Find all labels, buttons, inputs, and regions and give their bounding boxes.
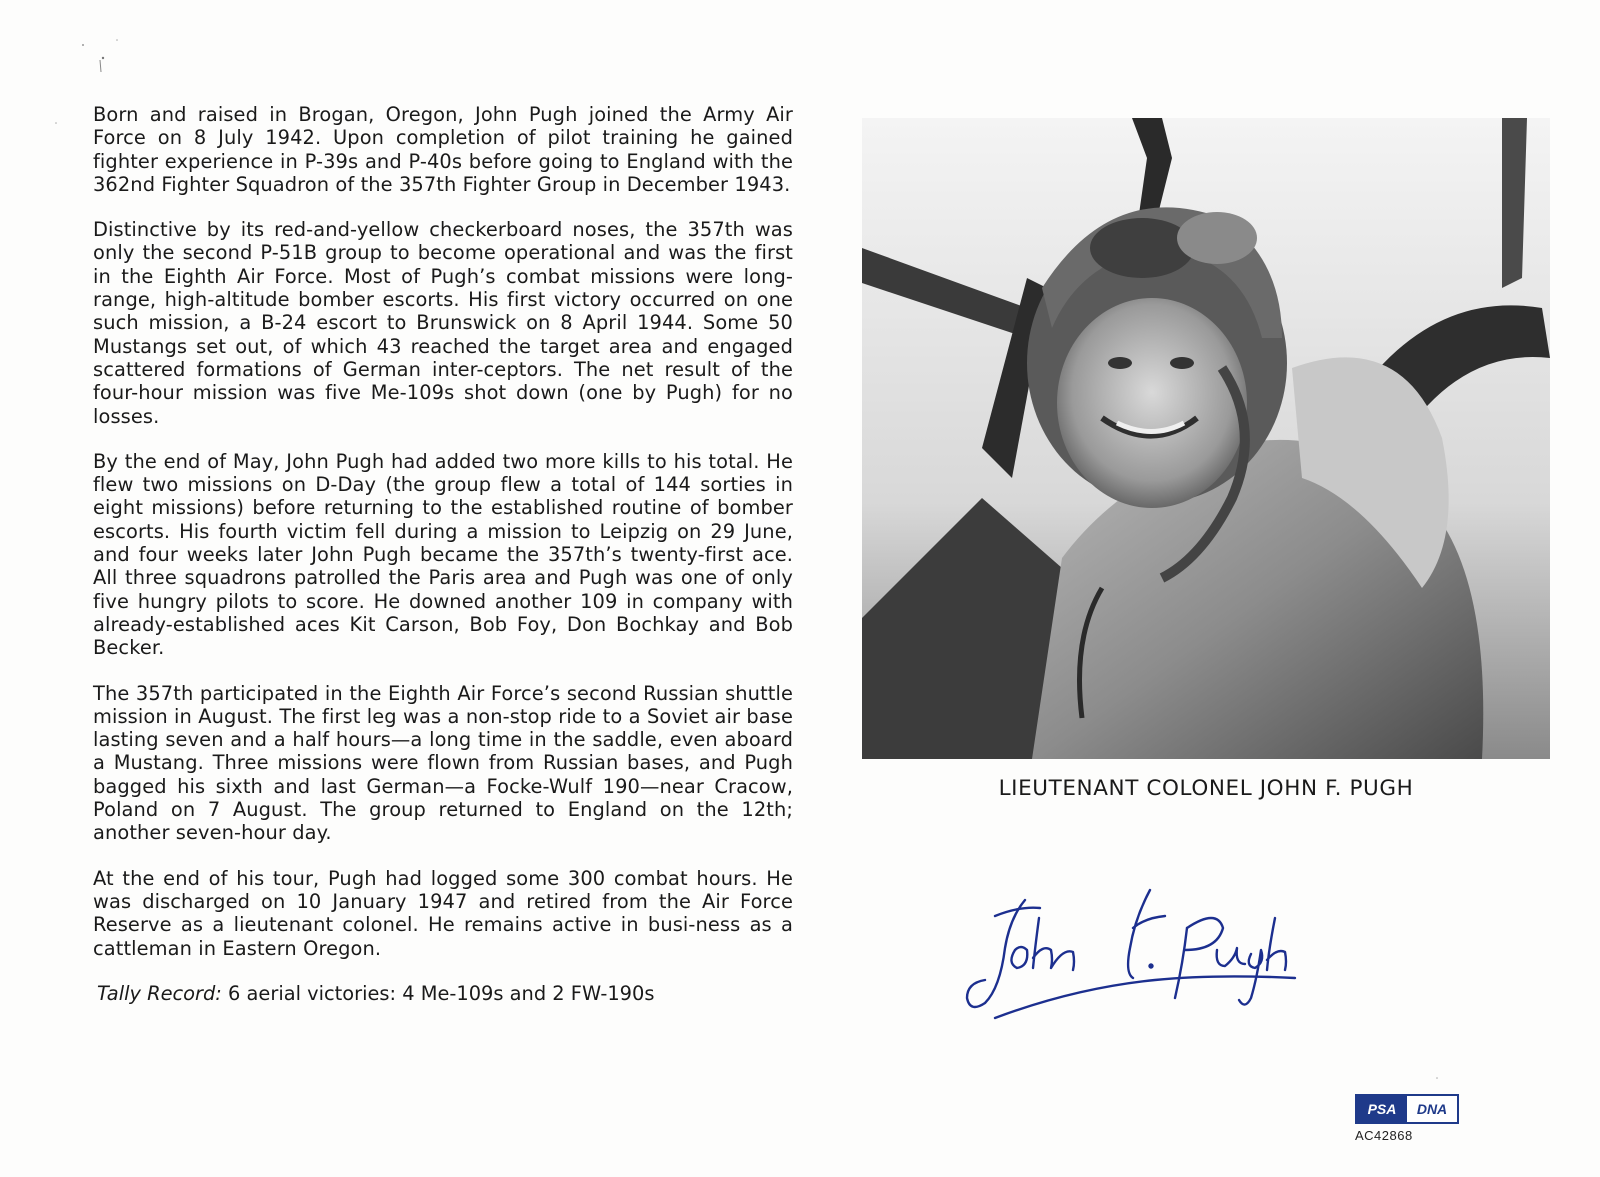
certificate-number: AC42868 (1355, 1128, 1413, 1143)
bio-paragraph-2: Distinctive by its red-and-yellow checkerboard noses, the 357th was only the second P-51B group to become operational and was the first in the Eighth Air Force. Most of Pugh’s combat missions were long-range, high-altitude bomber escorts. His first victory occurred on one such mission, a B-24 escort to Brunswick on 8 April 1944. Some 50 Mustangs set out, of which 43 reached the target area and engaged scattered formations of German inter-ceptors. The net result of the four-hour mission was five Me-109s shot down (one by Pugh) for no losses. (93, 218, 793, 428)
bio-paragraph-5: At the end of his tour, Pugh had logged some 300 combat hours. He was discharged on 10 January 1947 and retired from the Air Force Reserve as a lieutenant colonel. He remains active in busi-ness as a cattleman in Eastern Oregon. (93, 866, 793, 960)
tally-label: Tally Record: (97, 981, 222, 1005)
psa-logo-mark: PSA (1357, 1096, 1407, 1122)
biography-text (93, 103, 793, 1005)
tally-record (97, 982, 793, 1005)
bio-paragraph-4: The 357th participated in the Eighth Air Force’s second Russian shuttle mission in August. The first leg was a non-stop ride to a Soviet air base lasting seven and a half hours—a long time in the saddle, even aboard a Mustang. Three missions were flown from Russian bases, and Pugh bagged his sixth and last German—a Focke-Wulf 190—near Cracow, Poland on 7 August. The group returned to England on the 12th; another seven-hour day. (93, 681, 793, 845)
pilot-portrait-photo (862, 118, 1550, 759)
bio-paragraph-1: Born and raised in Brogan, Oregon, John Pugh joined the Army Air Force on 8 July 1942. Upon completion of pilot training he gained fighter experience in P-39s and P-40s before going to England with the 362nd Fighter Squadron of the 357th Fighter Group in December 1943. (93, 103, 793, 196)
tally-value: 6 aerial victories: 4 Me-109s and 2 FW-190s (228, 981, 655, 1005)
dna-logo-mark: DNA (1407, 1096, 1457, 1122)
bio-paragraph-3: By the end of May, John Pugh had added two more kills to his total. He flew two missions on D-Day (the group flew a total of 144 sorties in eight missions) before returning to the established routine of bomber escorts. His fourth victim fell during a mission to Leipzig on 29 June, and four weeks later John Pugh became the 357th’s twenty-first ace. All three squadrons patrolled the Paris area and Pugh was one of only five hungry pilots to score. He downed another 109 in company with already-established aces Kit Carson, Bob Foy, Don Bochkay and Bob Becker. (93, 449, 793, 660)
autograph-signature (955, 888, 1315, 1048)
psa-dna-logo (1355, 1094, 1459, 1124)
photo-caption: LIEUTENANT COLONEL JOHN F. PUGH (998, 776, 1414, 801)
authentication-sticker (1355, 1094, 1475, 1154)
